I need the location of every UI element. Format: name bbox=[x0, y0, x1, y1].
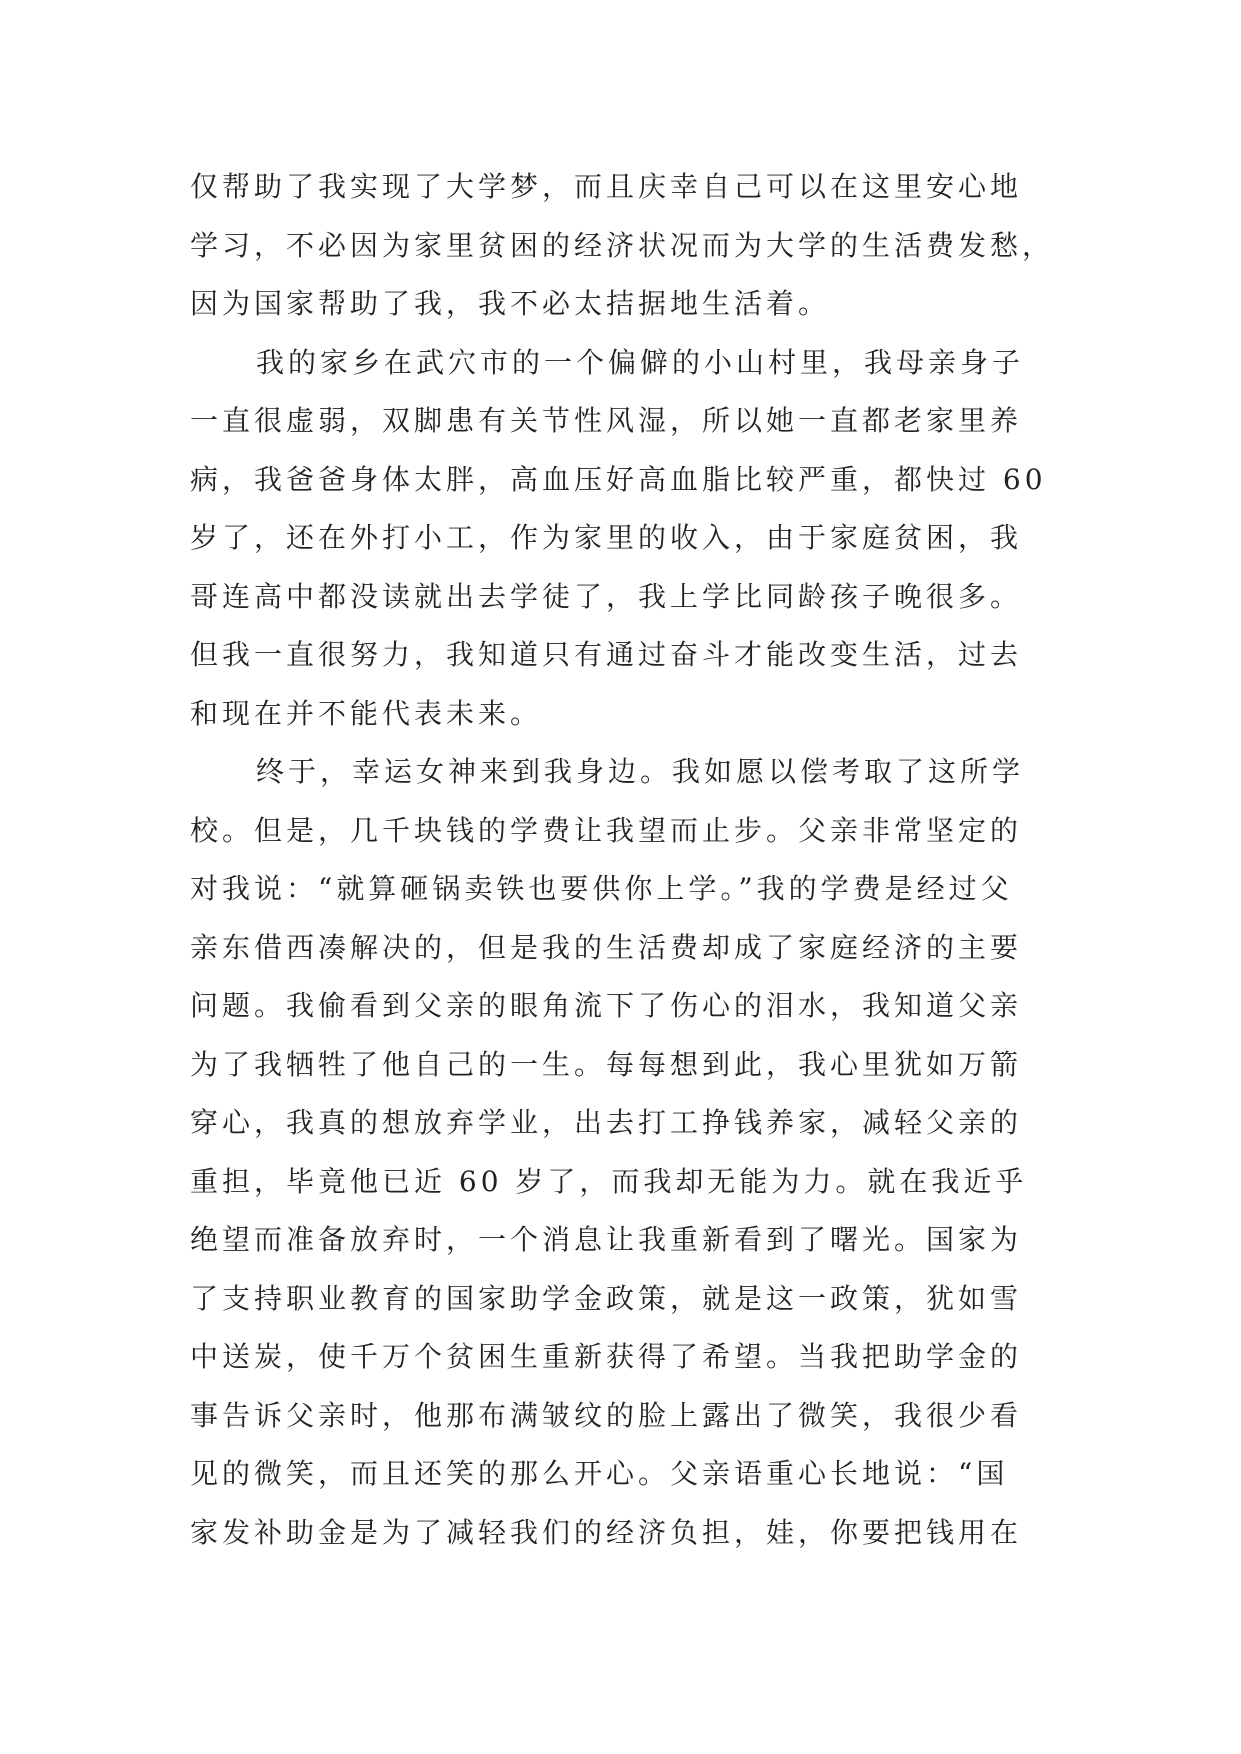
text-line: 事告诉父亲时，他那布满皱纹的脸上露出了微笑，我很少看 bbox=[190, 1398, 1023, 1432]
text-line: 了支持职业教育的国家助学金政策，就是这一政策，犹如雪 bbox=[190, 1281, 1023, 1315]
text-line: 哥连高中都没读就出去学徒了，我上学比同龄孩子晚很多。 bbox=[190, 579, 1023, 613]
text-line: 家发补助金是为了减轻我们的经济负担，娃，你要把钱用在 bbox=[190, 1515, 1023, 1549]
paragraph-first-line: 我的家乡在武穴市的一个偏僻的小山村里，我母亲身子 bbox=[256, 345, 1025, 379]
text-line: 和现在并不能代表未来。 bbox=[190, 696, 543, 730]
text-line: 因为国家帮助了我，我不必太拮据地生活着。 bbox=[190, 287, 831, 320]
body-text bbox=[190, 158, 1070, 1562]
paragraph-first-line: 终于，幸运女神来到我身边。我如愿以偿考取了这所学 bbox=[256, 755, 1025, 788]
text-line: 绝望而准备放弃时，一个消息让我重新看到了曙光。国家为 bbox=[190, 1223, 1023, 1256]
text-line: 仅帮助了我实现了大学梦，而且庆幸自己可以在这里安心地 bbox=[190, 170, 1023, 203]
text-line: 校。但是，几千块钱的学费让我望而止步。父亲非常坚定的 bbox=[190, 813, 1023, 847]
text-line: 对我说：“就算砸锅卖铁也要供你上学。”我的学费是经过父 bbox=[190, 872, 1013, 905]
text-line: 一直很虚弱，双脚患有关节性风湿，所以她一直都老家里养 bbox=[190, 404, 1023, 437]
text-line: 为了我牺牲了他自己的一生。每每想到此，我心里犹如万箭 bbox=[190, 1047, 1023, 1081]
text-line: 见的微笑，而且还笑的那么开心。父亲语重心长地说：“国 bbox=[190, 1457, 1009, 1490]
text-line: 岁了，还在外打小工，作为家里的收入，由于家庭贫困，我 bbox=[190, 521, 1023, 554]
text-line: 病，我爸爸身体太胖，高血压好高血脂比较严重，都快过 60 bbox=[190, 462, 1047, 496]
text-line: 中送炭，使千万个贫困生重新获得了希望。当我把助学金的 bbox=[190, 1340, 1023, 1373]
text-line: 学习，不必因为家里贫困的经济状况而为大学的生活费发愁， bbox=[190, 228, 1055, 262]
text-line: 重担，毕竟他已近 60 岁了，而我却无能为力。就在我近乎 bbox=[190, 1164, 1028, 1198]
text-line: 亲东借西凑解决的，但是我的生活费却成了家庭经济的主要 bbox=[190, 930, 1023, 964]
text-line: 穿心，我真的想放弃学业，出去打工挣钱养家，减轻父亲的 bbox=[190, 1106, 1023, 1139]
text-line: 问题。我偷看到父亲的眼角流下了伤心的泪水，我知道父亲 bbox=[190, 989, 1023, 1022]
text-line: 但我一直很努力，我知道只有通过奋斗才能改变生活，过去 bbox=[190, 638, 1023, 671]
